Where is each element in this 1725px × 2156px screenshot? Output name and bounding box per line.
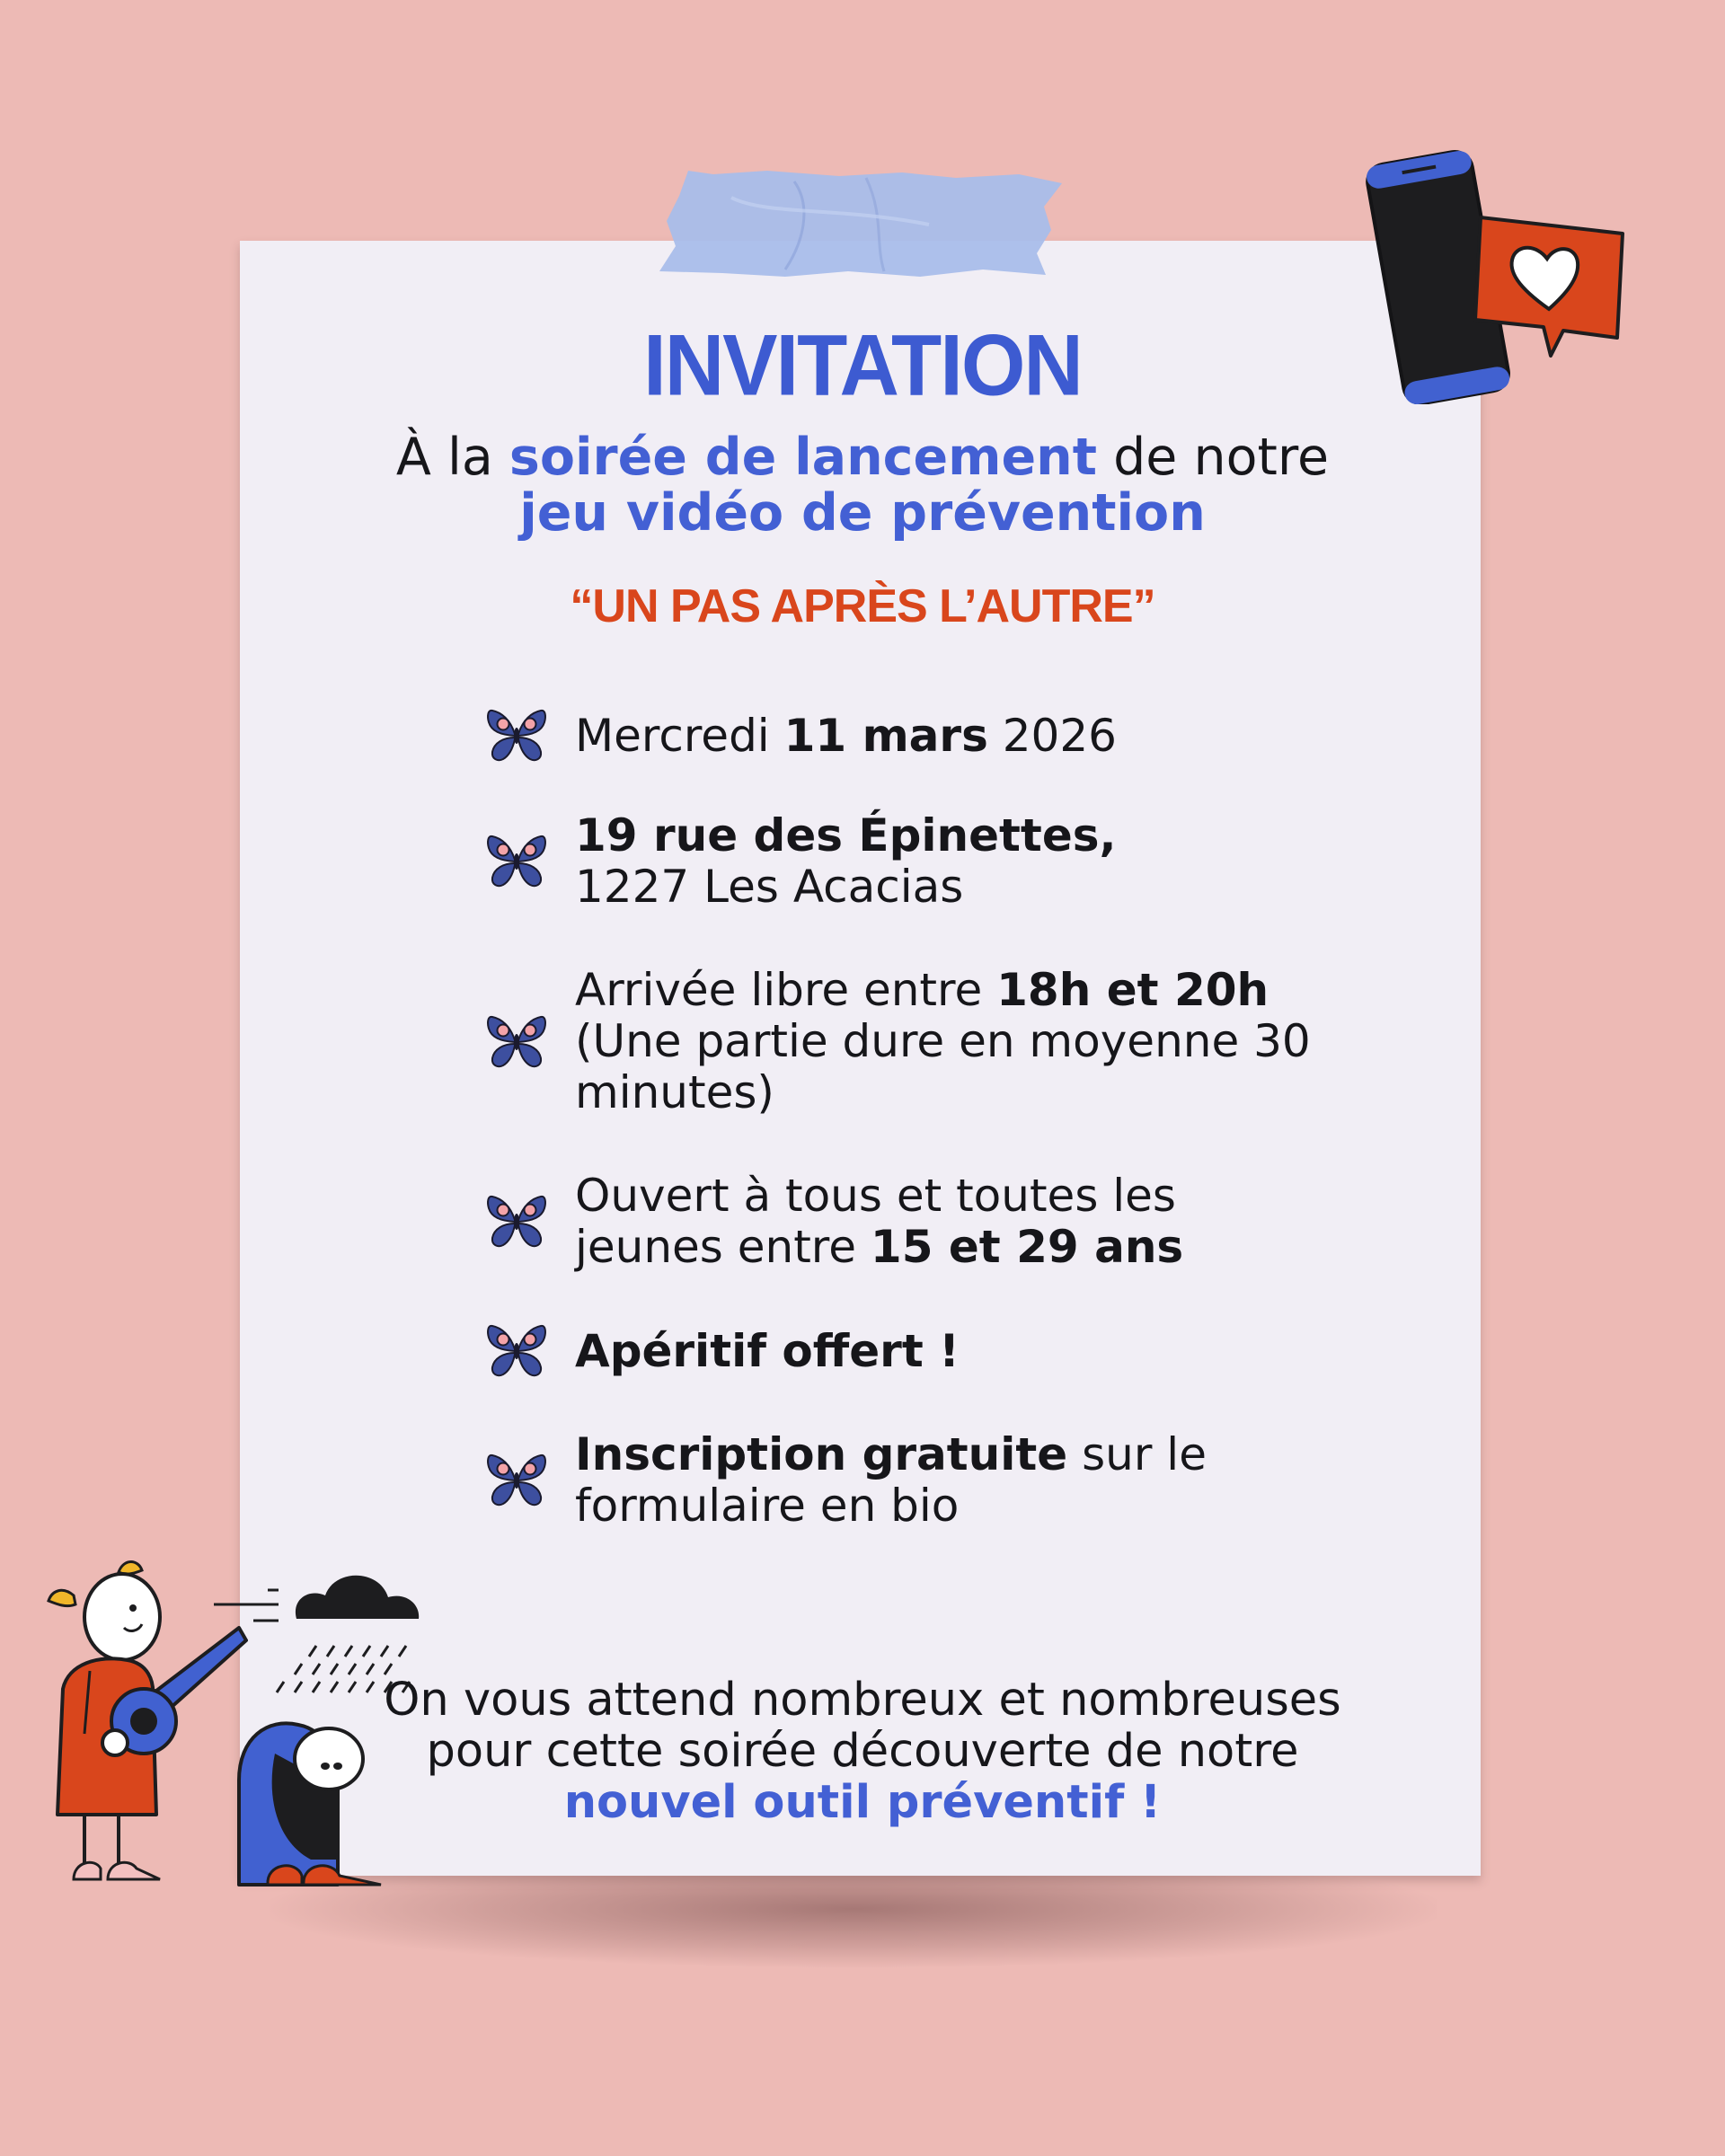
subtitle-highlight-game: jeu vidéo de prévention xyxy=(519,483,1206,543)
tape-strip xyxy=(659,171,1062,278)
detail-bold: Apéritif offert ! xyxy=(575,1324,960,1377)
butterfly-icon xyxy=(485,1322,548,1380)
subtitle-highlight-launch: soirée de lancement xyxy=(509,428,1097,487)
detail-text: sur le formulaire en bio xyxy=(575,1428,1207,1532)
detail-address xyxy=(485,810,1384,913)
closing-message xyxy=(0,1674,1725,1828)
details-list xyxy=(485,701,1384,1532)
detail-text: 1227 Les Acacias xyxy=(575,861,964,913)
butterfly-icon xyxy=(485,1013,548,1071)
detail-text: Arrivée libre entre xyxy=(575,964,997,1016)
detail-date xyxy=(485,710,1384,762)
detail-registration xyxy=(485,1429,1384,1532)
butterfly-icon xyxy=(485,1452,548,1509)
butterfly-icon xyxy=(485,1193,548,1250)
closing-line-2: pour cette soirée découverte de notre xyxy=(426,1725,1299,1778)
detail-bold: 15 et 29 ans xyxy=(870,1221,1184,1273)
detail-time xyxy=(485,965,1384,1118)
detail-bold: Inscription gratuite xyxy=(575,1428,1068,1480)
game-name: “UN PAS APRÈS L’AUTRE” xyxy=(570,580,1155,632)
detail-text: Mercredi xyxy=(575,709,784,762)
detail-bold: 19 rue des Épinettes, xyxy=(575,809,1117,862)
invitation-title: INVITATION xyxy=(643,317,1082,414)
butterfly-icon xyxy=(485,833,548,890)
detail-text: 2026 xyxy=(987,709,1117,762)
subtitle-text-2: de notre xyxy=(1097,428,1330,487)
detail-text: Ouvert à tous et toutes les jeunes entre xyxy=(575,1170,1176,1273)
butterfly-icon xyxy=(485,707,548,764)
closing-line-1: On vous attend nombreux et nombreuses xyxy=(384,1674,1341,1727)
subtitle-text: À la xyxy=(395,428,509,487)
subtitle xyxy=(0,429,1725,541)
detail-bold: 11 mars xyxy=(783,709,988,762)
detail-text: (Une partie dure en moyenne 30 minutes) xyxy=(575,1015,1311,1118)
detail-audience xyxy=(485,1171,1384,1273)
detail-aperitif xyxy=(485,1325,1384,1377)
detail-bold: 18h et 20h xyxy=(996,964,1269,1016)
closing-highlight: nouvel outil préventif ! xyxy=(563,1776,1162,1829)
